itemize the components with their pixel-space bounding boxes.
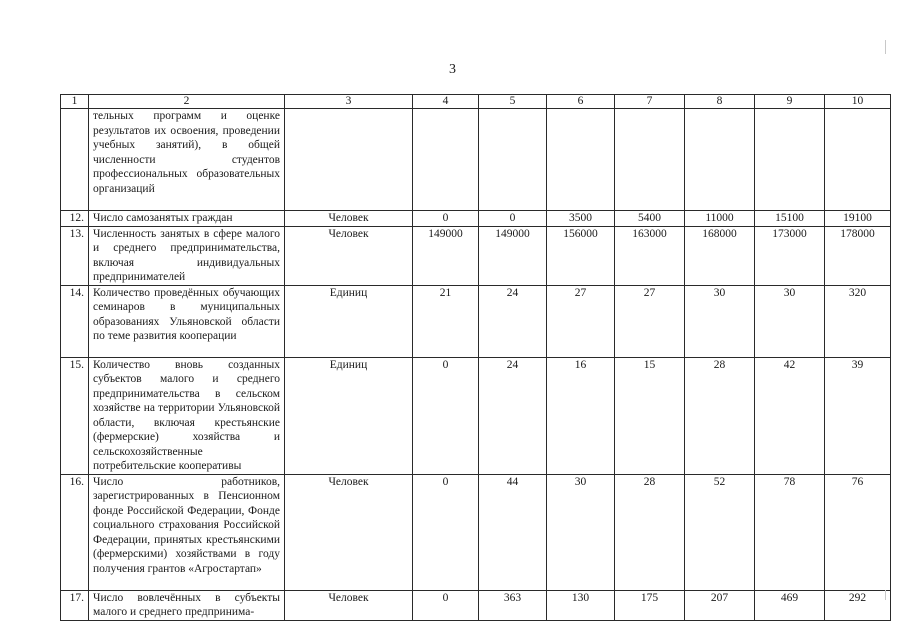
table-row — [61, 590, 891, 620]
table-row — [61, 285, 891, 357]
row-value: 30 — [685, 285, 755, 357]
row-unit: Человек — [285, 211, 413, 227]
table-row — [61, 211, 891, 227]
row-value: 52 — [685, 474, 755, 590]
row-value: 21 — [413, 285, 479, 357]
table-row — [61, 357, 891, 474]
scan-artifact-mark — [885, 40, 886, 54]
row-value: 30 — [755, 285, 825, 357]
row-description: Количество проведённых обучающих семинаров в муниципальных образованиях Ульяновской области по теме развития кооперации — [89, 285, 285, 357]
row-unit: Человек — [285, 590, 413, 620]
row-value: 28 — [685, 357, 755, 474]
header-cell: 5 — [479, 95, 547, 109]
row-value: 0 — [413, 590, 479, 620]
row-value — [825, 109, 891, 211]
header-row — [61, 95, 891, 109]
row-value: 44 — [479, 474, 547, 590]
row-value: 0 — [413, 474, 479, 590]
row-value: 130 — [547, 590, 615, 620]
row-number: 16. — [61, 474, 89, 590]
header-cell: 6 — [547, 95, 615, 109]
row-value: 15 — [615, 357, 685, 474]
row-value: 0 — [413, 357, 479, 474]
row-value: 11000 — [685, 211, 755, 227]
row-value: 292 — [825, 590, 891, 620]
row-value: 168000 — [685, 226, 755, 285]
row-description: Число работников, зарегистрированных в Пенсионном фонде Российской Федерации, Фонде социального страхования Российской Федерации, принятых крестьянскими (фермерскими) хозяйствами в году получения грантов «Агростартап» — [89, 474, 285, 590]
row-description: Число самозанятых граждан — [89, 211, 285, 227]
row-value: 28 — [615, 474, 685, 590]
row-value: 3500 — [547, 211, 615, 227]
row-value: 24 — [479, 357, 547, 474]
row-unit: Единиц — [285, 357, 413, 474]
row-value: 24 — [479, 285, 547, 357]
row-value: 363 — [479, 590, 547, 620]
row-number: 14. — [61, 285, 89, 357]
row-value: 42 — [755, 357, 825, 474]
row-value: 27 — [547, 285, 615, 357]
row-value: 178000 — [825, 226, 891, 285]
header-cell: 2 — [89, 95, 285, 109]
row-description: тельных программ и оценке результатов их освоения, проведении учебных занятий), в общей численности студентов профессиональных образовательных организаций — [89, 109, 285, 211]
row-value — [413, 109, 479, 211]
header-cell: 8 — [685, 95, 755, 109]
row-value — [685, 109, 755, 211]
row-description: Число вовлечённых в субъекты малого и среднего предпринима- — [89, 590, 285, 620]
row-value: 78 — [755, 474, 825, 590]
scan-artifact-mark — [885, 590, 886, 600]
row-number — [61, 109, 89, 211]
header-cell: 10 — [825, 95, 891, 109]
row-value — [615, 109, 685, 211]
row-number: 15. — [61, 357, 89, 474]
row-number: 12. — [61, 211, 89, 227]
row-value: 15100 — [755, 211, 825, 227]
row-number: 13. — [61, 226, 89, 285]
row-value: 156000 — [547, 226, 615, 285]
row-value: 19100 — [825, 211, 891, 227]
row-value: 175 — [615, 590, 685, 620]
row-unit — [285, 109, 413, 211]
row-description: Численность занятых в сфере малого и среднего предпринимательства, включая индивидуальных предпринимателей — [89, 226, 285, 285]
row-value: 149000 — [413, 226, 479, 285]
row-unit: Человек — [285, 474, 413, 590]
indicators-table — [60, 94, 891, 621]
row-value: 173000 — [755, 226, 825, 285]
row-unit: Человек — [285, 226, 413, 285]
row-unit: Единиц — [285, 285, 413, 357]
row-value: 5400 — [615, 211, 685, 227]
row-value — [755, 109, 825, 211]
page-number: 3 — [449, 62, 456, 77]
row-value: 469 — [755, 590, 825, 620]
row-value: 163000 — [615, 226, 685, 285]
header-cell: 7 — [615, 95, 685, 109]
table-row — [61, 474, 891, 590]
header-cell: 1 — [61, 95, 89, 109]
row-value: 16 — [547, 357, 615, 474]
row-value: 320 — [825, 285, 891, 357]
header-cell: 3 — [285, 95, 413, 109]
row-value: 0 — [413, 211, 479, 227]
header-cell: 4 — [413, 95, 479, 109]
row-value: 207 — [685, 590, 755, 620]
row-value — [547, 109, 615, 211]
row-value: 27 — [615, 285, 685, 357]
row-value: 76 — [825, 474, 891, 590]
row-value — [479, 109, 547, 211]
row-value: 0 — [479, 211, 547, 227]
row-value: 30 — [547, 474, 615, 590]
row-value: 149000 — [479, 226, 547, 285]
table-row — [61, 226, 891, 285]
row-number: 17. — [61, 590, 89, 620]
table-row — [61, 109, 891, 211]
row-description: Количество вновь созданных субъектов малого и среднего предпринимательства в сельском хозяйстве на территории Ульяновской области, включая крестьянские (фермерские) хозяйства и сельскохозяйственные потребительские кооперативы — [89, 357, 285, 474]
row-value: 39 — [825, 357, 891, 474]
header-cell: 9 — [755, 95, 825, 109]
